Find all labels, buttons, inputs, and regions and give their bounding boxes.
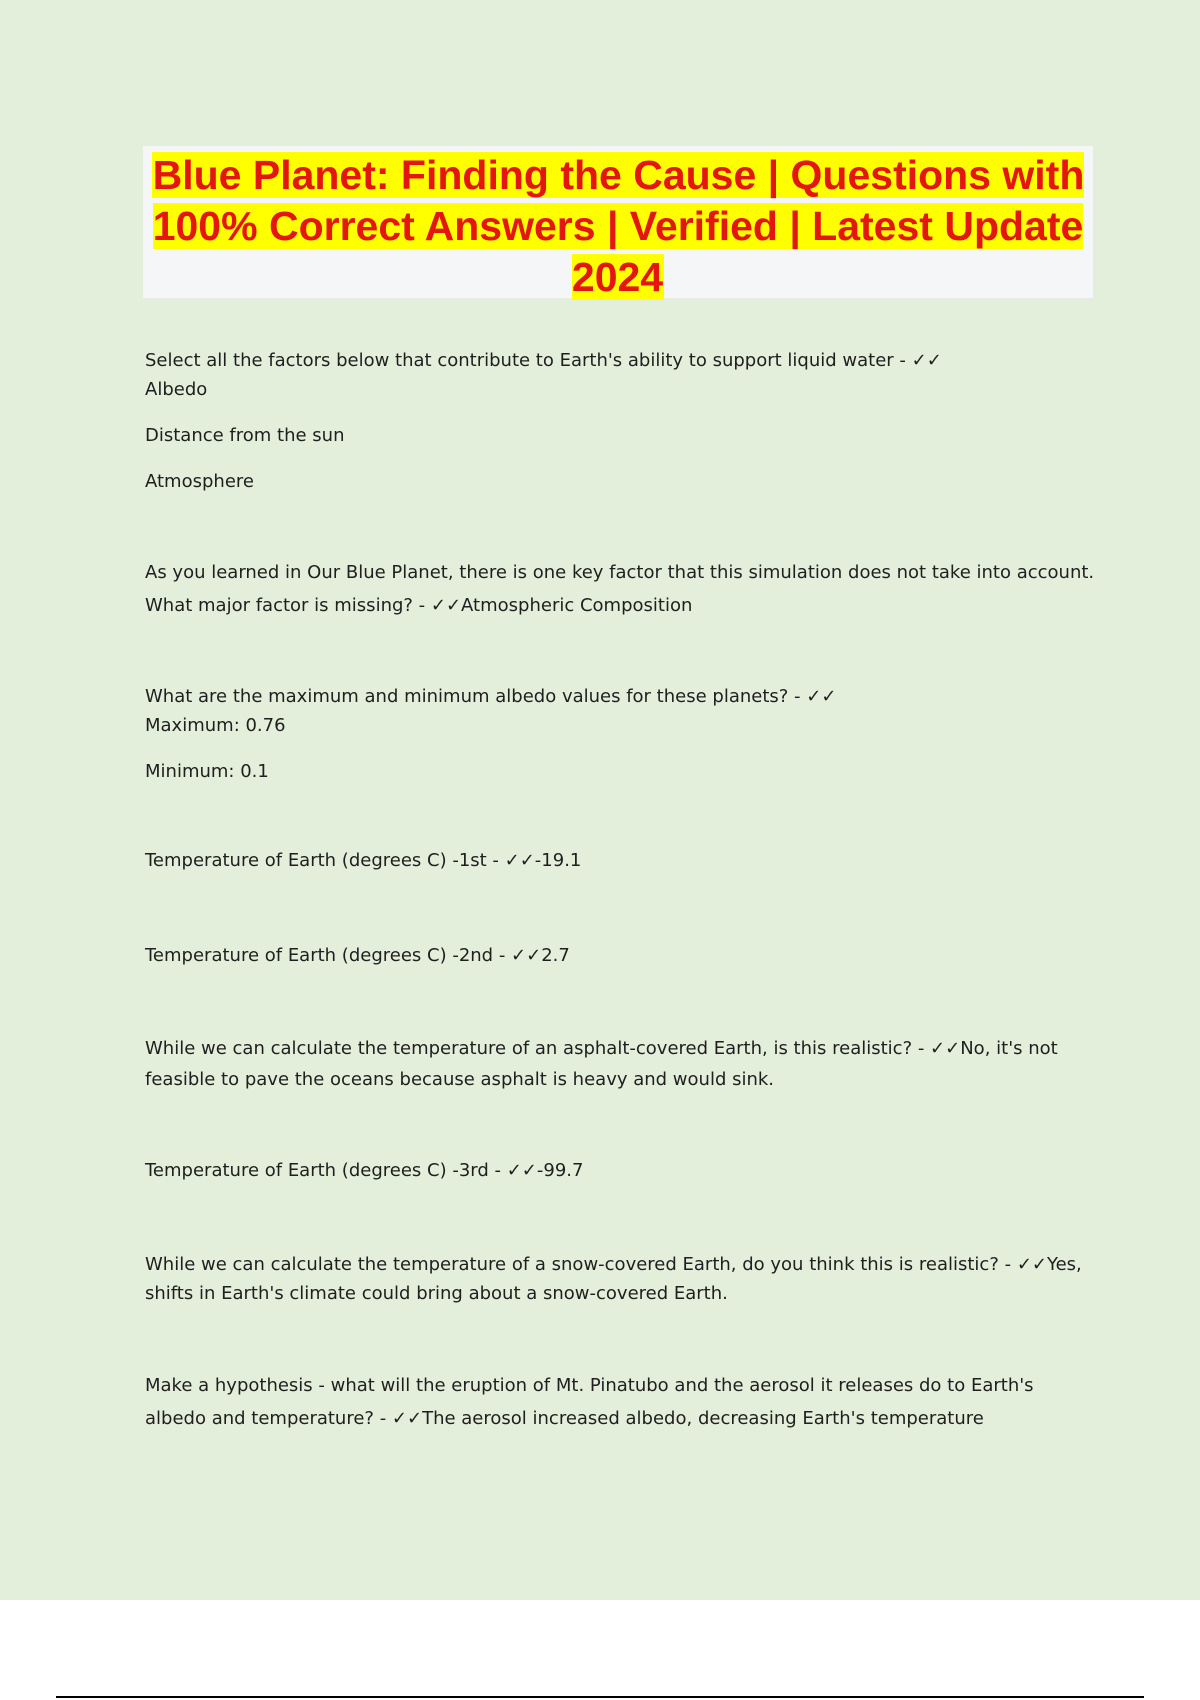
question-text: While we can calculate the temperature of an asphalt-covered Earth, is this realistic? - ✓✓No, it's not feasible to pave the oceans because asphalt is heavy and would sink. (145, 1038, 1058, 1090)
qa-item (145, 1250, 1095, 1308)
qa-item (145, 941, 1095, 970)
question-text: Temperature of Earth (degrees C) -3rd - ✓✓-99.7 (145, 1160, 584, 1181)
question-text: As you learned in Our Blue Planet, there is one key factor that this simulation does not take into account. What major factor is missing? - ✓✓Atmospheric Composition (145, 562, 1095, 616)
answer-option: Atmosphere (145, 471, 254, 492)
answer-option: Maximum: 0.76 (145, 715, 286, 736)
answer-option: Albedo (145, 379, 208, 400)
qa-item (145, 846, 1095, 875)
qa-item (145, 556, 1095, 622)
document-title-text: Blue Planet: Finding the Cause | Questions with 100% Correct Answers | Verified | Latest Update 2024 (152, 152, 1085, 300)
question-text: Make a hypothesis - what will the eruption of Mt. Pinatubo and the aerosol it releases do to Earth's albedo and temperature? - ✓✓The aerosol increased albedo, decreasing Earth's temperature (145, 1375, 1034, 1429)
title-banner (143, 146, 1093, 298)
question-text: Temperature of Earth (degrees C) -1st - ✓✓-19.1 (145, 850, 582, 871)
qa-list (145, 346, 1095, 1435)
qa-item (145, 1156, 1095, 1185)
qa-item (145, 1369, 1095, 1435)
qa-item (145, 1033, 1095, 1095)
document-title (143, 150, 1093, 303)
answer-option: Minimum: 0.1 (145, 761, 269, 782)
footer-rule (56, 1696, 1144, 1698)
qa-item (145, 346, 1095, 496)
question-text: What are the maximum and minimum albedo values for these planets? - ✓✓ (145, 686, 837, 707)
answer-option: Distance from the sun (145, 425, 345, 446)
question-text: While we can calculate the temperature of a snow-covered Earth, do you think this is realistic? - ✓✓Yes, shifts in Earth's climate could bring about a snow-covered Earth. (145, 1254, 1082, 1304)
qa-item (145, 682, 1095, 786)
question-text: Temperature of Earth (degrees C) -2nd - ✓✓2.7 (145, 945, 570, 966)
question-text: Select all the factors below that contribute to Earth's ability to support liquid water - ✓✓ (145, 350, 942, 371)
